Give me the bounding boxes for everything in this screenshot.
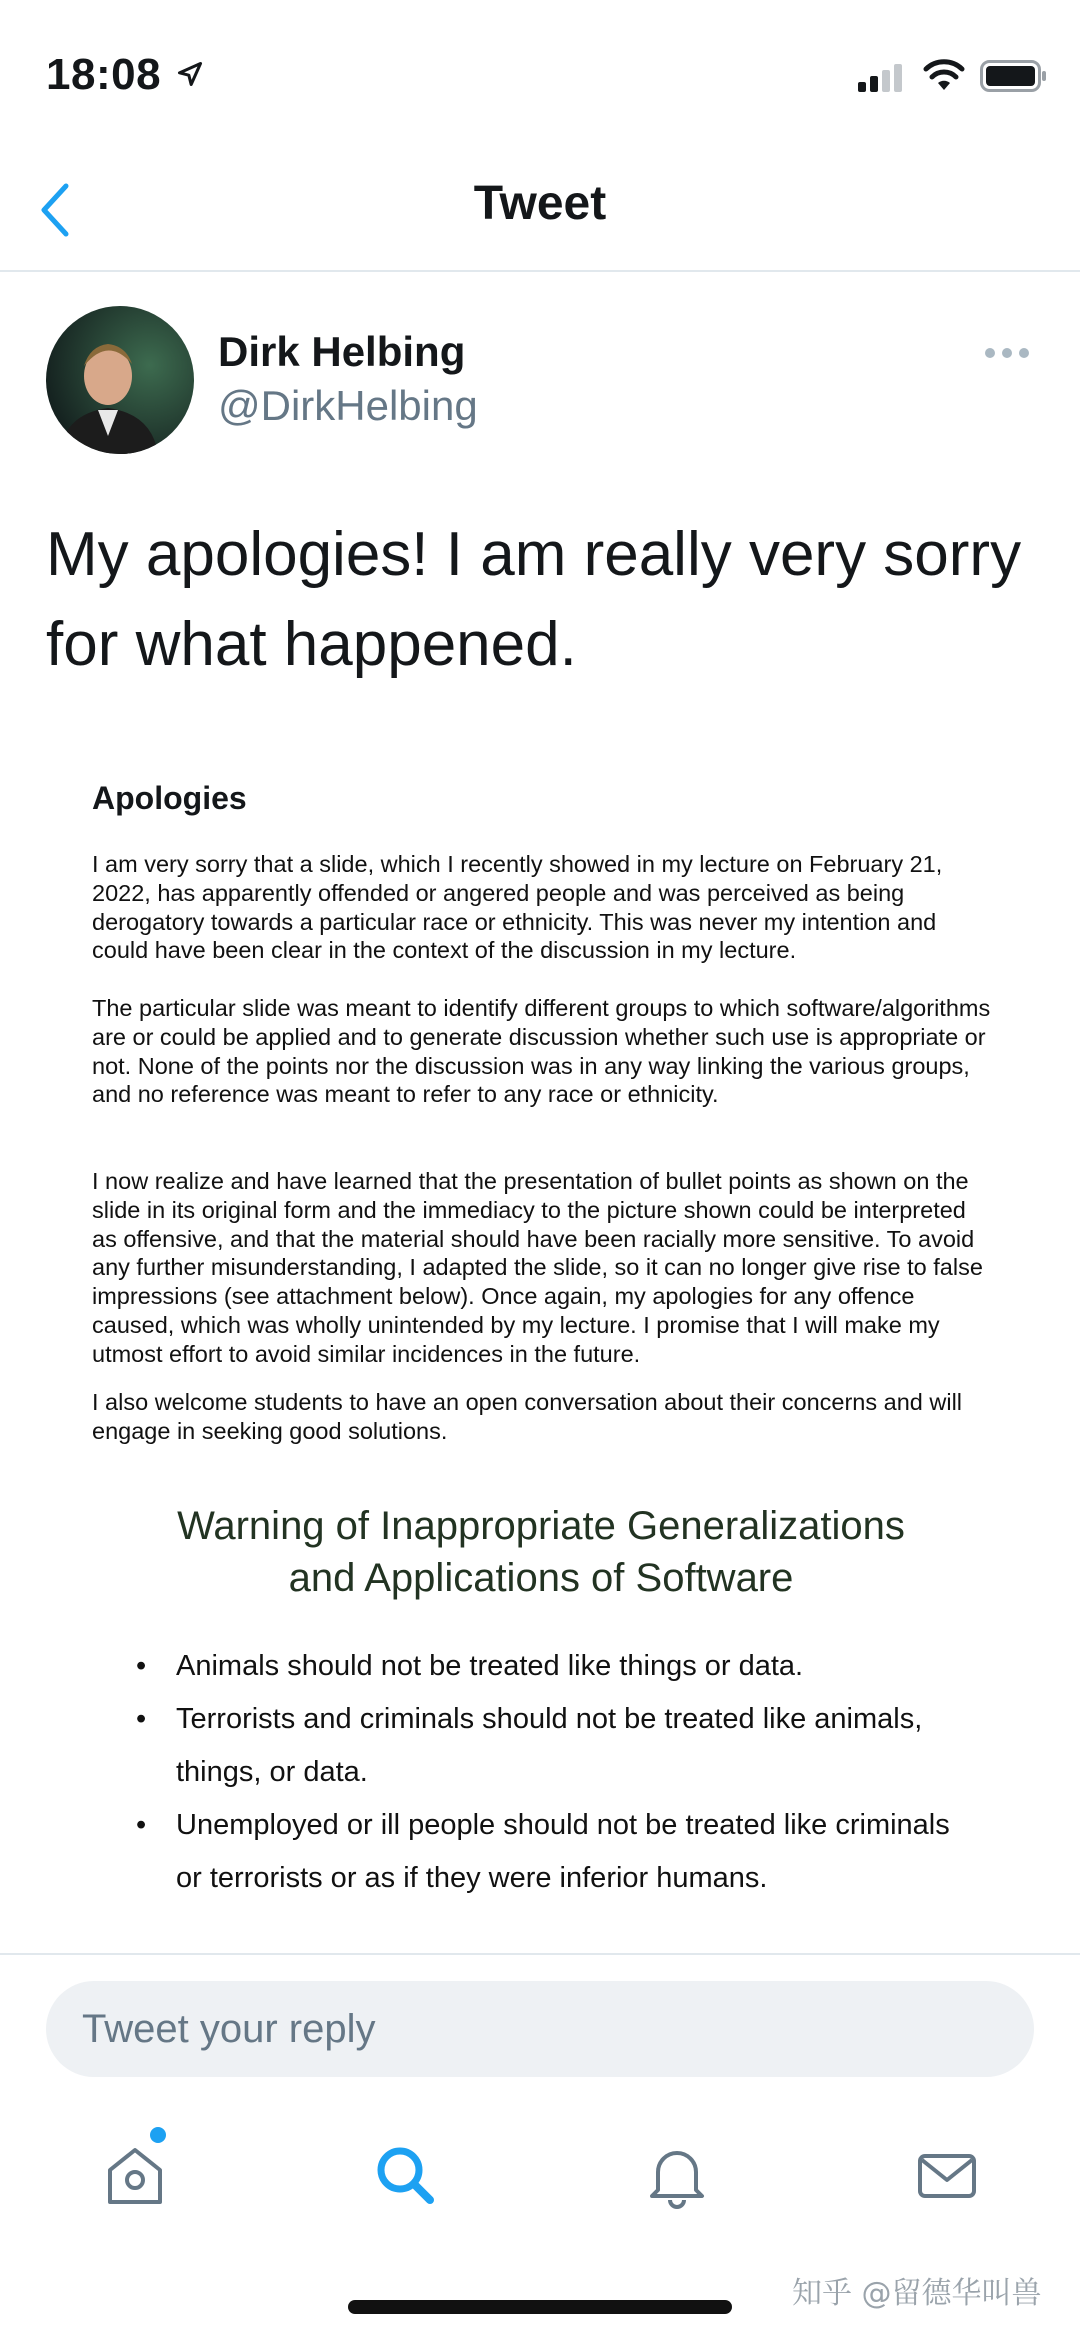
slide-bullet-text: Unemployed or ill people should not be treated like criminals or terrorists or as if they were inferior humans.	[176, 1809, 950, 1894]
bullet-icon: •	[136, 1650, 147, 1682]
wifi-icon	[922, 58, 966, 92]
slide-title-line: and Applications of Software	[288, 1556, 794, 1600]
status-time: 18:08	[46, 50, 162, 99]
bell-icon[interactable]	[642, 2140, 712, 2210]
bullet-icon: •	[136, 1703, 147, 1735]
status-bar	[0, 0, 1080, 150]
document-title: Apologies	[92, 780, 247, 816]
avatar-photo-icon	[46, 306, 194, 454]
battery-icon	[980, 60, 1048, 92]
more-options-icon[interactable]	[984, 346, 1030, 360]
bullet-icon: •	[136, 1809, 147, 1841]
home-indicator[interactable]	[348, 2300, 732, 2314]
avatar[interactable]	[46, 306, 194, 454]
watermark: 知乎 @留德华叫兽	[792, 2276, 1042, 2311]
author-handle[interactable]: @DirkHelbing	[218, 382, 478, 429]
notification-dot-icon	[150, 2127, 166, 2143]
cellular-signal-icon	[858, 62, 904, 92]
slide-title-line: Warning of Inappropriate Generalizations	[177, 1504, 905, 1548]
home-icon[interactable]	[100, 2140, 170, 2210]
slide-bullet	[136, 1799, 956, 1905]
reply-input[interactable]	[46, 1981, 1034, 2077]
mail-icon[interactable]	[912, 2140, 982, 2210]
document-paragraph: I am very sorry that a slide, which I recently showed in my lecture on February 21, 2022, has apparently offended or angered people and was perceived as being derogatory towards a particular race or ethnicity. This was never my intention and could have been clear in the context of the discussion in my lecture.	[92, 851, 943, 964]
author-name[interactable]: Dirk Helbing	[218, 328, 466, 375]
document-paragraph: I now realize and have learned that the presentation of bullet points as shown on the slide in its original form and the immediacy to the picture shown could be interpreted as offensive, and that the material should have been racially more sensitive. To avoid any further misunderstanding, I adapted the slide, so it can no longer give rise to false impressions (see attachment below). Once again, my apologies for any offence caused, which was wholly unintended by my lecture. I promise that I will make my utmost effort to avoid similar incidences in the future.	[92, 1168, 983, 1367]
slide-bullet	[136, 1693, 956, 1799]
location-arrow-icon	[176, 60, 204, 88]
tweet-media-image[interactable]	[46, 740, 1036, 1950]
document-paragraph: I also welcome students to have an open conversation about their concerns and will engage in seeking good solutions.	[92, 1389, 963, 1444]
slide-bullet-list	[136, 1640, 956, 1905]
tweet-text: My apologies! I am really very sorry for what happened.	[46, 520, 1022, 679]
search-icon[interactable]	[370, 2140, 440, 2210]
document-paragraph: The particular slide was meant to identify different groups to which software/algorithms are or could be applied and to generate discussion whether such use is appropriate or not. None of the points nor the discussion was in any way linking the various groups, and no reference was meant to refer to any race or ethnicity.	[92, 995, 991, 1108]
reply-bar	[0, 1953, 1080, 2105]
slide-bullet-text: Terrorists and criminals should not be treated like animals, things, or data.	[176, 1703, 923, 1788]
slide-bullet-text: Animals should not be treated like things or data.	[176, 1650, 804, 1682]
slide-title	[46, 1500, 1036, 1604]
slide-bullet	[136, 1640, 956, 1693]
page-title: Tweet	[473, 177, 607, 230]
navigation-header	[0, 150, 1080, 272]
